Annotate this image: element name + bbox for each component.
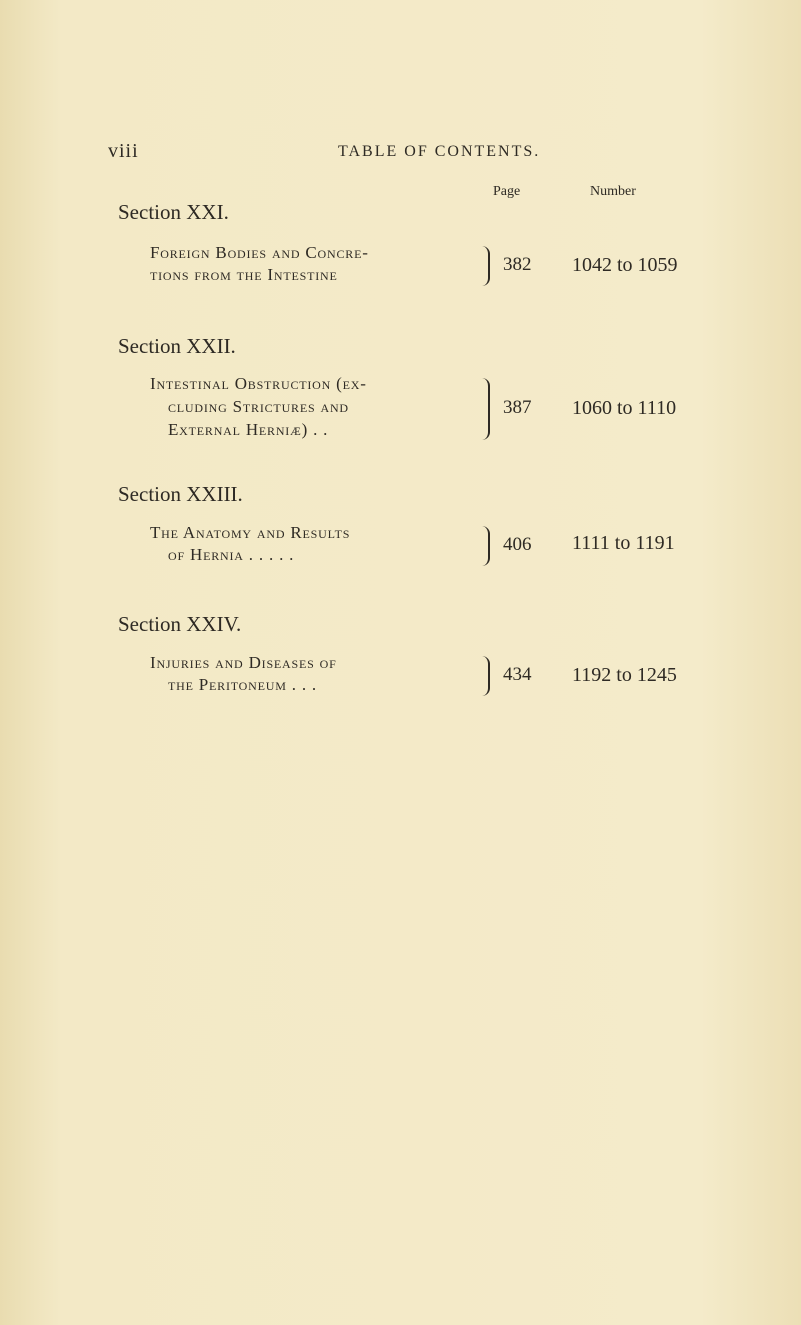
section-label: Section XXIV. — [118, 612, 242, 636]
page-reference: 382 — [503, 254, 532, 275]
section-label: Section XXI. — [118, 200, 229, 224]
number-range: 1042 to 1059 — [572, 254, 678, 276]
entry-title — [150, 522, 350, 566]
entry-title-line: of Hernia . . . . . — [168, 545, 295, 564]
entry-title-line: Injuries and Diseases of — [150, 653, 337, 672]
number-range: 1192 to 1245 — [572, 664, 677, 686]
page-title: TABLE OF CONTENTS. — [338, 143, 541, 160]
entry-title — [150, 242, 369, 286]
page-number: viii — [108, 140, 139, 162]
brace — [478, 526, 490, 566]
column-header-number: Number — [590, 184, 636, 199]
entry-title-line: tions from the Intestine — [150, 265, 338, 284]
column-header-page: Page — [493, 184, 521, 199]
entry-title-line: Foreign Bodies and Concre- — [150, 243, 369, 262]
entry-title-line: External Herniæ) . . — [168, 420, 329, 439]
number-range: 1111 to 1191 — [572, 532, 675, 554]
section-label: Section XXIII. — [118, 482, 243, 506]
entry-title-line: cluding Strictures and — [168, 397, 349, 416]
page-reference: 406 — [503, 534, 532, 555]
number-range: 1060 to 1110 — [572, 397, 677, 419]
entry-title — [150, 652, 337, 696]
entry-title-line: Intestinal Obstruction (ex- — [150, 374, 367, 393]
entry-title-line: the Peritoneum . . . — [168, 675, 317, 694]
brace — [478, 656, 490, 696]
page-reference: 387 — [503, 397, 532, 418]
entry-title — [150, 372, 367, 441]
entry-title-line: The Anatomy and Results — [150, 523, 351, 542]
page-reference: 434 — [503, 664, 532, 685]
brace — [478, 378, 490, 440]
section-label: Section XXII. — [118, 334, 236, 358]
brace — [478, 246, 490, 286]
running-head — [0, 140, 801, 164]
